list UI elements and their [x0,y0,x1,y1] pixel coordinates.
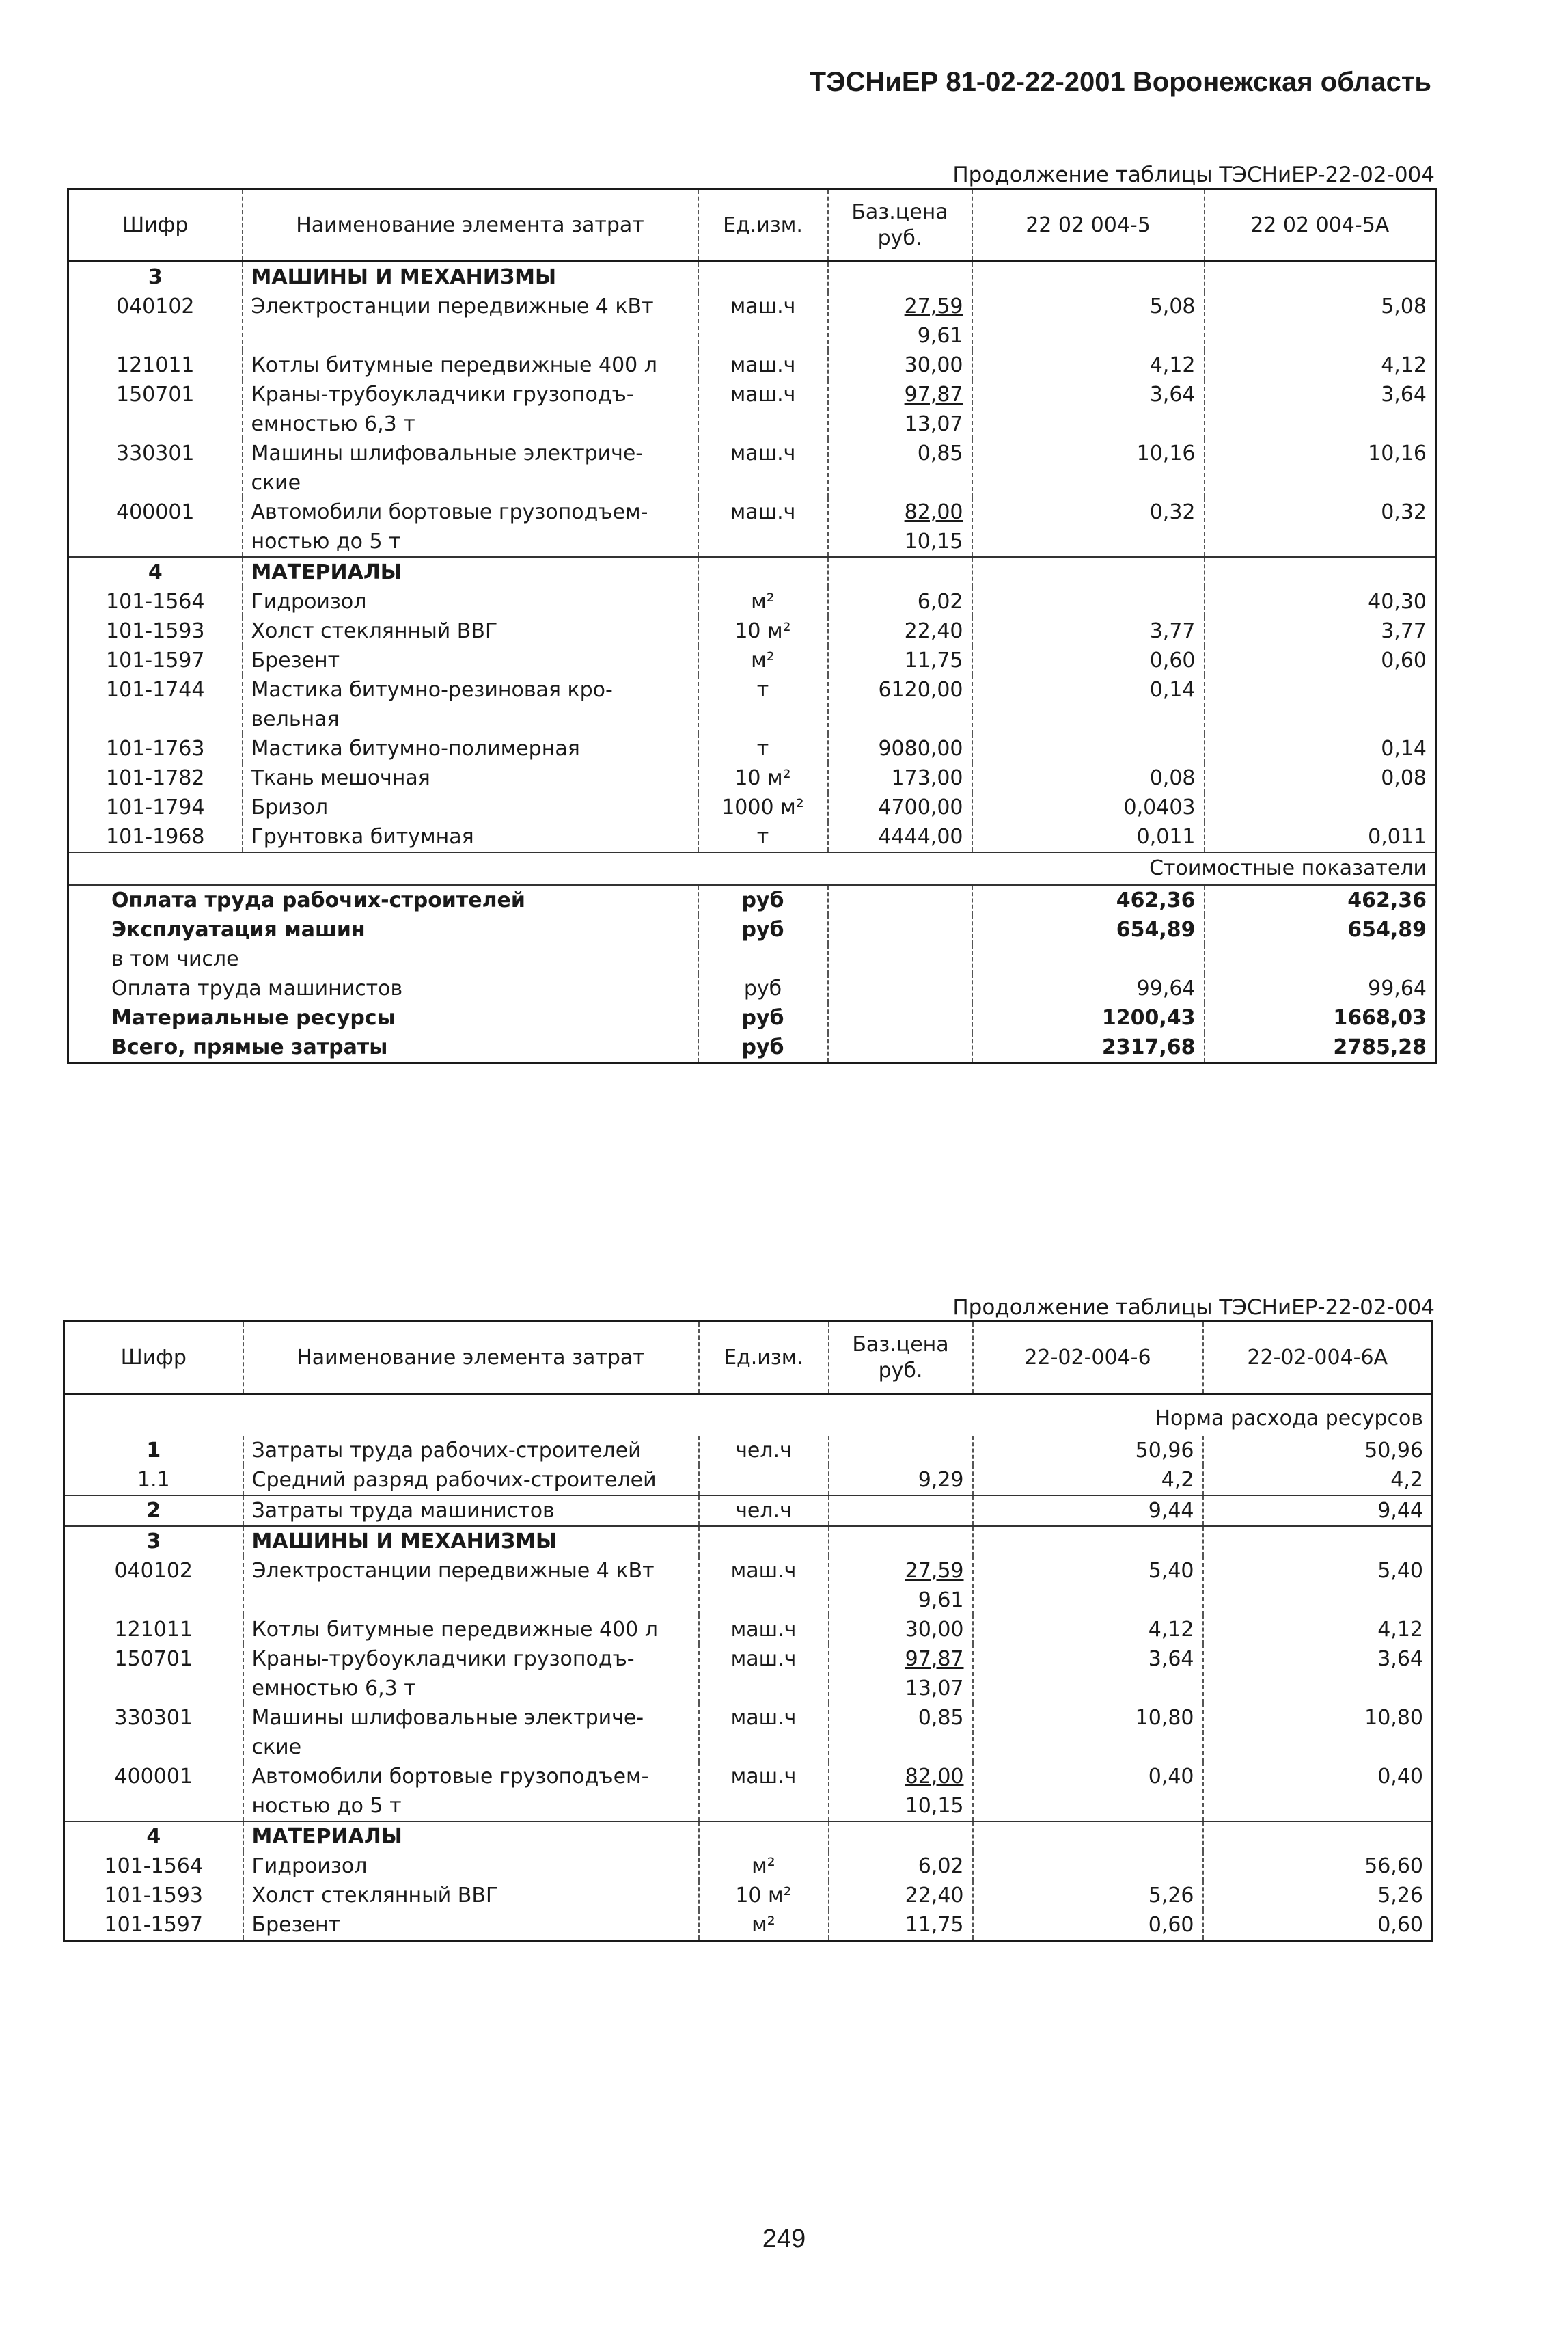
row-code: 101-1782 [106,766,205,790]
row-value-1: 4,2 [973,1465,1203,1495]
row-price [828,616,972,646]
row-price [828,498,972,557]
col-header-name: Наименование элемента затрат [243,189,698,262]
price-value: 173,00 [891,766,963,790]
section-row [64,1821,1433,1851]
page-number: 249 [762,2225,806,2253]
row-value-1: 3,64 [972,380,1205,439]
empty-cell [828,945,972,974]
row-name: Краны-трубоукладчики грузоподъ-емностью 6,3 т [243,380,698,439]
row-unit: чел.ч [699,1495,829,1526]
row-unit: маш.ч [699,1556,829,1615]
table-row [64,1851,1433,1881]
row-value-2: 0,40 [1203,1762,1433,1821]
summary-value-2: 654,89 [1205,915,1436,945]
table-row [68,646,1436,675]
price-value: 82,00 [904,500,963,524]
row-code: 101-1744 [106,678,205,702]
row-name: Краны-трубоукладчики грузоподъ-емностью 6,3 т [243,1644,699,1703]
row-value-1 [973,1851,1203,1881]
row-unit: маш.ч [699,1703,829,1762]
row-value-1: 0,011 [972,822,1205,852]
row-unit: маш.ч [698,380,828,439]
row-code: 121011 [115,353,195,377]
row-name: Брезент [243,646,698,675]
row-value-1: 3,77 [972,616,1205,646]
section-title: МАШИНЫ И МЕХАНИЗМЫ [243,1526,699,1556]
empty-cell [1205,557,1436,587]
price-secondary: 13,07 [905,1676,964,1700]
empty-cell [828,262,972,293]
row-name: Бризол [243,793,698,822]
row-unit: м² [698,587,828,616]
col-header-variant-5: 22 02 004-5 [972,189,1205,262]
empty-cell [828,1033,972,1063]
row-code: 101-1597 [104,1913,203,1937]
row-code: 101-1968 [106,825,205,849]
row-value-2: 3,64 [1205,380,1436,439]
row-name: Гидроизол [243,587,698,616]
row-code: 101-1564 [104,1854,203,1878]
table-header-row [68,189,1436,262]
row-unit: маш.ч [698,351,828,380]
row-unit: 10 м² [699,1881,829,1910]
row-code: 101-1794 [106,796,205,819]
empty-cell [973,1526,1203,1556]
summary-value-1: 654,89 [972,915,1205,945]
row-value-2: 9,44 [1203,1495,1433,1526]
summary-value-1: 99,64 [972,974,1205,1003]
row-unit: 10 м² [698,763,828,793]
empty-cell [828,974,972,1003]
summary-row [68,915,1436,945]
row-unit: маш.ч [699,1762,829,1821]
row-value-1: 0,60 [973,1910,1203,1941]
row-value-1: 4,12 [973,1615,1203,1644]
price-value: 97,87 [904,383,963,407]
row-value-1: 5,08 [972,292,1205,351]
row-name: Автомобили бортовые грузоподъем-ностью до 5 т [243,498,698,557]
row-value-1: 5,40 [973,1556,1203,1615]
table-row [68,734,1436,763]
price-value: 22,40 [904,619,963,643]
row-price [828,763,972,793]
row-price [828,675,972,734]
table-row [68,822,1436,852]
row-code: 400001 [114,1765,193,1789]
table-row [68,292,1436,351]
summary-label: в том числе [111,947,239,971]
row-unit: т [698,734,828,763]
row-code: 400001 [115,500,195,524]
row-code: 040102 [115,295,195,318]
table-row [68,351,1436,380]
price-value: 4700,00 [878,796,963,819]
empty-cell [828,915,972,945]
price-secondary: 9,61 [918,1588,964,1612]
row-name: Машины шлифовальные электриче-ские [243,439,698,498]
table-row [64,1644,1433,1703]
row-unit: маш.ч [699,1615,829,1644]
row-unit: маш.ч [698,292,828,351]
row-name: Затраты труда рабочих-строителей [243,1436,699,1465]
table-row [64,1556,1433,1615]
row-name: Машины шлифовальные электриче-ские [243,1703,699,1762]
summary-unit [698,945,828,974]
price-value: 0,85 [918,1706,964,1730]
row-price [829,1615,973,1644]
summary-value-2: 1668,03 [1205,1003,1436,1033]
row-code: 101-1763 [106,737,205,761]
summary-unit: руб [698,1003,828,1033]
row-value-2 [1205,793,1436,822]
price-value: 30,00 [905,1618,964,1642]
price-secondary: 13,07 [904,412,963,436]
empty-cell [699,1526,829,1556]
col-header-variant-5a: 22 02 004-5А [1205,189,1436,262]
summary-row [68,1033,1436,1063]
row-code: 4 [64,1821,243,1851]
price-value: 9,29 [918,1468,964,1492]
table-row [68,675,1436,734]
row-name: Холст стеклянный ВВГ [243,1881,699,1910]
row-unit: т [698,822,828,852]
row-unit [699,1465,829,1495]
row-name: Гидроизол [243,1851,699,1881]
page-header: ТЭСНиЕР 81-02-22-2001 Воронежская область [809,67,1431,97]
table-row [68,439,1436,498]
row-code: 150701 [115,383,195,407]
row-price [829,1495,973,1526]
row-value-1: 0,40 [973,1762,1203,1821]
row-value-2: 3,77 [1205,616,1436,646]
summary-row [68,945,1436,974]
row-price [828,587,972,616]
row-value-1: 50,96 [973,1436,1203,1465]
row-unit: т [698,675,828,734]
row-code: 1.1 [137,1468,170,1492]
row-name: Мастика битумно-полимерная [243,734,698,763]
row-value-2: 5,08 [1205,292,1436,351]
col-header-unit: Ед.изм. [699,1322,829,1394]
section-row [68,262,1436,293]
row-code: 2 [64,1495,243,1526]
row-name: Котлы битумные передвижные 400 л [243,1615,699,1644]
row-code: 330301 [115,441,195,465]
section-title: МАТЕРИАЛЫ [243,557,698,587]
empty-cell [1203,1526,1433,1556]
table-row [68,380,1436,439]
summary-label: Всего, прямые затраты [111,1035,388,1059]
table-row [68,498,1436,557]
table-header-row [64,1322,1433,1394]
row-price [828,292,972,351]
summary-value-2 [1205,945,1436,974]
row-code: 121011 [114,1618,193,1642]
table-row [68,763,1436,793]
row-value-2: 4,2 [1203,1465,1433,1495]
row-value-1: 0,08 [972,763,1205,793]
row-unit: маш.ч [698,439,828,498]
summary-unit: руб [698,915,828,945]
price-value: 6120,00 [878,678,963,702]
price-value: 82,00 [905,1765,964,1789]
table1-body [68,262,1436,853]
empty-cell [972,262,1205,293]
row-price [829,1703,973,1762]
row-value-2: 4,12 [1205,351,1436,380]
col-header-code: Шифр [64,1322,243,1394]
summary-row [68,974,1436,1003]
row-price [829,1910,973,1941]
empty-cell [828,557,972,587]
row-unit: 1000 м² [698,793,828,822]
row-value-1: 3,64 [973,1644,1203,1703]
summary-value-1 [972,945,1205,974]
summary-label: Оплата труда машинистов [111,977,403,1001]
row-price [828,646,972,675]
empty-cell [972,557,1205,587]
summary-label: Эксплуатация машин [111,918,366,942]
table-row [64,1615,1433,1644]
row-value-2: 0,60 [1203,1910,1433,1941]
table-row [64,1436,1433,1465]
summary-value-2: 462,36 [1205,885,1436,915]
summary-row [68,1003,1436,1033]
price-value: 97,87 [905,1647,964,1671]
rate-table-1 [67,188,1437,1064]
row-unit: чел.ч [699,1436,829,1465]
row-code: 150701 [114,1647,193,1671]
col-header-unit: Ед.изм. [698,189,828,262]
summary-label: Оплата труда рабочих-строителей [68,885,698,915]
table-row [68,587,1436,616]
row-value-2: 4,12 [1203,1615,1433,1644]
price-value: 4444,00 [878,825,963,849]
price-value: 0,85 [917,441,963,465]
price-value: 22,40 [905,1884,964,1907]
row-unit: маш.ч [699,1644,829,1703]
price-value: 6,02 [917,590,963,614]
table-row [64,1465,1433,1495]
rate-table-2 [63,1320,1433,1942]
empty-cell [828,1003,972,1033]
row-price [829,1465,973,1495]
row-value-1 [972,734,1205,763]
summary-unit: руб [698,1033,828,1063]
row-code: 101-1593 [104,1884,203,1907]
table1-caption: Продолжение таблицы ТЭСНиЕР-22-02-004 [952,163,1435,187]
row-value-1: 9,44 [973,1495,1203,1526]
row-code: 3 [68,262,243,293]
row-value-2: 0,08 [1205,763,1436,793]
row-value-2: 0,011 [1205,822,1436,852]
row-value-2: 50,96 [1203,1436,1433,1465]
row-value-2: 0,60 [1205,646,1436,675]
summary-label: Материальные ресурсы [111,1006,396,1030]
summary-value-2: 99,64 [1205,974,1436,1003]
empty-cell [1203,1821,1433,1851]
row-price [828,439,972,498]
price-value: 27,59 [905,1559,964,1583]
summary-caption-row [68,852,1436,885]
table-row [68,616,1436,646]
col-header-price: Баз.цена руб. [828,189,972,262]
row-name: Котлы битумные передвижные 400 л [243,351,698,380]
price-value: 27,59 [904,295,963,318]
price-value: 11,75 [905,1913,964,1937]
row-price [828,734,972,763]
empty-cell [973,1821,1203,1851]
row-price [828,793,972,822]
row-value-1: 5,26 [973,1881,1203,1910]
summary-caption: Стоимостные показатели [243,852,1436,885]
empty-cell [829,1526,973,1556]
row-price [828,380,972,439]
row-code: 4 [68,557,243,587]
norm-caption: Норма расхода ресурсов [1155,1406,1423,1430]
row-name: Электростанции передвижные 4 кВт [243,1556,699,1615]
row-name: Электростанции передвижные 4 кВт [243,292,698,351]
empty-cell [64,1394,243,1437]
row-unit: 10 м² [698,616,828,646]
row-value-2: 56,60 [1203,1851,1433,1881]
summary-value-2: 2785,28 [1205,1033,1436,1063]
row-value-1: 10,80 [973,1703,1203,1762]
row-code: 101-1564 [106,590,205,614]
empty-cell [699,1821,829,1851]
section-title: МАШИНЫ И МЕХАНИЗМЫ [243,262,698,293]
summary-value-1: 2317,68 [972,1033,1205,1063]
table1-summary [68,852,1436,1063]
row-code: 330301 [114,1706,193,1730]
summary-row [68,885,1436,915]
row-unit: м² [699,1851,829,1881]
row-code: 101-1597 [106,649,205,672]
row-price [829,1644,973,1703]
row-unit: м² [698,646,828,675]
row-name: Мастика битумно-резиновая кро-вельная [243,675,698,734]
table-row [64,1495,1433,1526]
row-value-2: 0,32 [1205,498,1436,557]
row-value-1: 0,0403 [972,793,1205,822]
section-row [68,557,1436,587]
row-value-2 [1205,675,1436,734]
row-value-1: 4,12 [972,351,1205,380]
row-value-1: 0,32 [972,498,1205,557]
section-title: МАТЕРИАЛЫ [243,1821,699,1851]
row-code: 3 [64,1526,243,1556]
row-price [829,1881,973,1910]
row-name: Грунтовка битумная [243,822,698,852]
row-code: 1 [146,1439,161,1463]
price-value: 9080,00 [878,737,963,761]
col-header-name: Наименование элемента затрат [243,1322,699,1394]
row-unit: маш.ч [698,498,828,557]
row-name: Автомобили бортовые грузоподъем-ностью до 5 т [243,1762,699,1821]
row-price [829,1556,973,1615]
table2-caption: Продолжение таблицы ТЭСНиЕР-22-02-004 [952,1295,1435,1320]
row-value-1: 0,14 [972,675,1205,734]
row-price [828,822,972,852]
price-value: 6,02 [918,1854,964,1878]
col-header-variant-6a: 22-02-004-6А [1203,1322,1433,1394]
row-code: 101-1593 [106,619,205,643]
row-name: Средний разряд рабочих-строителей [243,1465,699,1495]
table-row [64,1910,1433,1941]
row-value-2: 0,14 [1205,734,1436,763]
empty-cell [1205,262,1436,293]
col-header-price: Баз.цена руб. [829,1322,973,1394]
row-value-2: 10,80 [1203,1703,1433,1762]
row-value-1: 10,16 [972,439,1205,498]
table-row [64,1703,1433,1762]
row-value-2: 5,26 [1203,1881,1433,1910]
row-name: Затраты труда машинистов [243,1495,699,1526]
price-secondary: 10,15 [905,1794,964,1818]
summary-unit: руб [698,885,828,915]
price-value: 30,00 [904,353,963,377]
table-row [64,1881,1433,1910]
empty-cell [828,885,972,915]
price-secondary: 10,15 [904,530,963,554]
row-name: Холст стеклянный ВВГ [243,616,698,646]
table2-body [64,1394,1433,1941]
row-value-2: 5,40 [1203,1556,1433,1615]
empty-cell [698,262,828,293]
col-header-variant-6: 22-02-004-6 [973,1322,1203,1394]
row-value-2: 10,16 [1205,439,1436,498]
row-price [829,1851,973,1881]
row-value-1: 0,60 [972,646,1205,675]
row-price [829,1436,973,1465]
summary-value-1: 1200,43 [972,1003,1205,1033]
row-price [829,1762,973,1821]
row-name: Ткань мешочная [243,763,698,793]
row-value-2: 3,64 [1203,1644,1433,1703]
empty-cell [68,852,243,885]
norm-caption-row [64,1394,1433,1437]
row-value-2: 40,30 [1205,587,1436,616]
table-row [64,1762,1433,1821]
col-header-code: Шифр [68,189,243,262]
row-price [828,351,972,380]
row-name: Брезент [243,1910,699,1941]
price-secondary: 9,61 [917,324,963,348]
section-row [64,1526,1433,1556]
row-value-1 [972,587,1205,616]
summary-value-1: 462,36 [972,885,1205,915]
summary-unit: руб [698,974,828,1003]
price-value: 11,75 [904,649,963,672]
row-code: 040102 [114,1559,193,1583]
empty-cell [698,557,828,587]
empty-cell [829,1821,973,1851]
table-row [68,793,1436,822]
row-unit: м² [699,1910,829,1941]
